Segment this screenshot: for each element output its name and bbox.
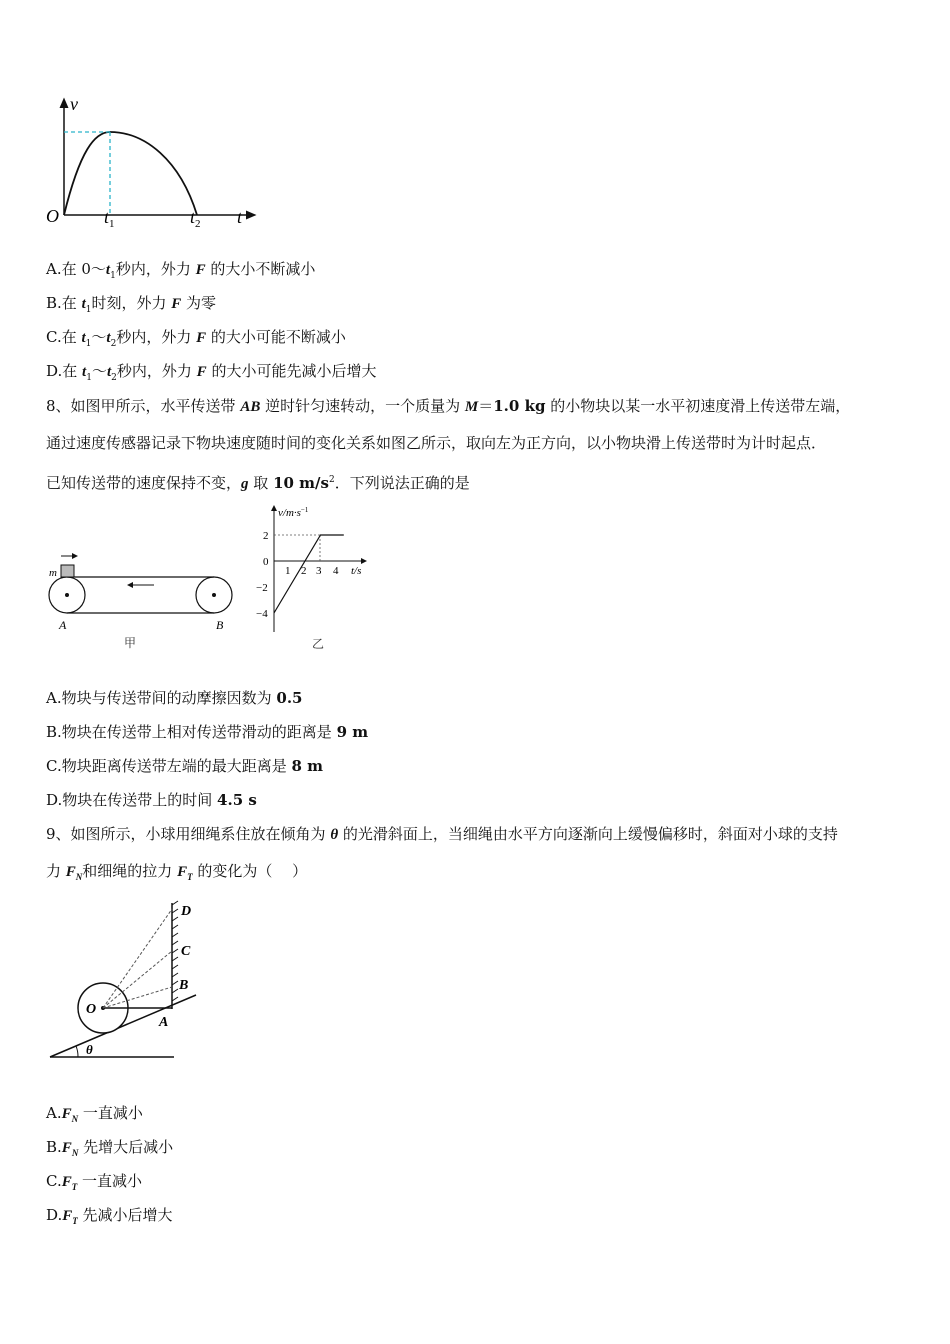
g-unit-sup: 2 xyxy=(328,475,335,485)
option-text: 的大小可能先减小后增大 xyxy=(206,362,377,380)
var-AB: AB xyxy=(240,399,261,415)
var-sub: T xyxy=(72,1216,78,1226)
caption-yi: 乙 xyxy=(312,637,325,651)
option-prefix: B. xyxy=(46,723,62,741)
q9-option-c xyxy=(46,1171,142,1197)
option-prefix: C. xyxy=(46,328,62,346)
var-t: t xyxy=(81,330,86,346)
option-prefix: A. xyxy=(46,260,62,278)
t2-label: $t_2$ xyxy=(190,207,201,230)
var-F: F xyxy=(195,262,206,278)
stem-text: 取 xyxy=(248,474,274,492)
var-sub: 1 xyxy=(85,305,92,315)
option-value: 0.5 xyxy=(276,689,303,707)
option-text: 在 xyxy=(61,294,82,312)
stem-text: 力 xyxy=(46,862,66,880)
var-F: F xyxy=(196,364,207,380)
q9-option-d xyxy=(46,1205,173,1231)
yi-xtick-4: 4 xyxy=(333,565,339,577)
option-text: 秒内，外力 xyxy=(115,260,196,278)
q7-option-c xyxy=(46,327,346,354)
q7-option-b xyxy=(46,293,216,320)
label-o: O xyxy=(86,1002,97,1017)
stem-text: 的光滑斜面上，当细绳由水平方向逐渐向上缓慢偏移时，斜面对小球的支持 xyxy=(338,825,838,843)
stem-text: 和细绳的拉力 xyxy=(82,862,178,880)
option-prefix: D. xyxy=(46,362,63,380)
yi-xtick-3: 3 xyxy=(316,565,322,577)
label-d: D xyxy=(181,904,192,919)
var-F: F xyxy=(62,1208,73,1224)
option-text: 物块与传送带间的动摩擦因数为 xyxy=(61,689,277,707)
option-text: 在 xyxy=(62,362,83,380)
q8-stem-line3 xyxy=(46,470,470,494)
yi-y-axis-label: $v/m\cdot s^{-1}$ xyxy=(278,506,309,519)
stem-text: 8、如图甲所示，水平传送带 xyxy=(46,397,241,415)
option-text: 一直减小 xyxy=(78,1104,143,1122)
q9-stem-line1 xyxy=(46,824,838,845)
option-text: 秒内，外力 xyxy=(116,328,197,346)
stem-text: 逆时针匀速转动，一个质量为 xyxy=(260,397,465,415)
var-sub: 2 xyxy=(111,373,117,383)
var-F: F xyxy=(177,864,188,880)
yi-ytick-neg2: −2 xyxy=(256,582,268,594)
yi-ytick-0: 0 xyxy=(263,556,269,568)
option-prefix: D. xyxy=(46,791,63,809)
origin-label: O xyxy=(46,206,59,226)
option-text: 为零 xyxy=(181,294,217,312)
option-prefix: C. xyxy=(46,757,62,775)
q7-option-d xyxy=(46,361,376,388)
t-axis-label: t xyxy=(237,207,243,227)
option-text: 的大小不断减小 xyxy=(205,260,316,278)
var-F: F xyxy=(61,1106,72,1122)
t1-label: $t_1$ xyxy=(104,207,115,230)
option-text: 先减小后增大 xyxy=(77,1206,173,1224)
stem-text: 已知传送带的速度保持不变， xyxy=(46,474,242,492)
option-text: 先增大后减小 xyxy=(78,1138,174,1156)
stem-text: 的小物块以某一水平初速度滑上传送带左端， xyxy=(545,397,851,415)
var-F: F xyxy=(61,1174,72,1190)
var-theta: θ xyxy=(330,827,339,843)
label-a: A xyxy=(159,1015,169,1030)
pulley-b-axle xyxy=(212,593,216,597)
stem-text: 的变化为（ ） xyxy=(192,862,308,880)
var-sub: 1 xyxy=(86,373,92,383)
vt-graph-figure xyxy=(40,90,300,230)
option-text: ～ xyxy=(91,362,107,380)
var-g: g xyxy=(241,476,249,492)
yi-x-axis-label: t/s xyxy=(351,565,362,577)
v-axis-label: v xyxy=(70,94,78,114)
label-b: B xyxy=(216,618,224,632)
var-sub: N xyxy=(75,872,83,882)
yi-xtick-1: 1 xyxy=(285,565,291,577)
block-m xyxy=(61,565,74,577)
label-a: A xyxy=(59,618,67,632)
yi-vt-chart xyxy=(250,502,370,652)
var-t: t xyxy=(106,364,112,380)
q9-stem-line2 xyxy=(46,861,307,887)
pulley-a-axle xyxy=(65,593,69,597)
option-prefix: C. xyxy=(46,1172,62,1190)
option-prefix: A. xyxy=(46,1104,62,1122)
option-text: ～ xyxy=(91,328,107,346)
q8-option-b xyxy=(46,722,368,742)
option-prefix: B. xyxy=(46,294,62,312)
option-text: 在 0～ xyxy=(61,260,106,278)
var-sub: T xyxy=(71,1182,78,1192)
var-t: t xyxy=(81,296,86,312)
var-F: F xyxy=(61,1140,72,1156)
option-text: 在 xyxy=(61,328,82,346)
var-t: t xyxy=(82,364,87,380)
velocity-curve xyxy=(64,132,197,215)
g-value: 10 m/s xyxy=(273,474,329,492)
q8-option-c xyxy=(46,756,323,776)
option-prefix: B. xyxy=(46,1138,62,1156)
stem-text: 通过速度传感器记录下物块速度随时间的变化关系如图乙所示，取向左为正方向，以小物块滑上传送带时为计时起点． xyxy=(46,434,827,452)
option-prefix: A. xyxy=(46,689,62,707)
stem-text: 9、如图所示，小球用细绳系住放在倾角为 xyxy=(46,825,331,843)
q8-stem-line2 xyxy=(46,433,826,453)
option-value: 4.5 s xyxy=(217,791,257,809)
option-text: 一直减小 xyxy=(77,1172,143,1190)
q8-option-d xyxy=(46,790,257,810)
option-text: 物块在传送带上相对传送带滑动的距离是 xyxy=(61,723,337,741)
theta-arc xyxy=(76,1046,78,1057)
q8-option-a xyxy=(46,688,303,708)
var-t: t xyxy=(106,330,111,346)
var-F: F xyxy=(65,864,76,880)
label-theta: θ xyxy=(86,1042,93,1057)
var-sub: 1 xyxy=(110,271,116,281)
var-sub: 1 xyxy=(85,339,92,349)
var-sub: 2 xyxy=(110,339,117,349)
label-c: C xyxy=(181,944,191,959)
var-sub: N xyxy=(71,1148,79,1158)
wall-hatching xyxy=(172,901,178,1001)
var-F: F xyxy=(171,296,182,312)
incline-figure xyxy=(46,895,216,1065)
q8-stem-line1 xyxy=(46,396,850,417)
stem-text: ．下列说法正确的是 xyxy=(334,474,470,492)
var-sub: N xyxy=(71,1114,79,1124)
var-sub: T xyxy=(187,872,193,882)
q9-option-a xyxy=(46,1103,143,1129)
option-value: 8 m xyxy=(291,757,324,775)
caption-jia: 甲 xyxy=(124,636,137,650)
option-text: 物块距离传送带左端的最大距离是 xyxy=(61,757,292,775)
mass-value: 1.0 kg xyxy=(493,397,546,415)
stem-text: ＝ xyxy=(478,397,494,415)
var-F: F xyxy=(196,330,207,346)
var-M: M xyxy=(464,399,479,415)
q9-option-b xyxy=(46,1137,173,1163)
yi-ytick-2: 2 xyxy=(263,530,269,542)
option-text: 物块在传送带上的时间 xyxy=(62,791,218,809)
q7-option-a xyxy=(46,259,315,286)
label-b: B xyxy=(179,978,189,993)
var-t: t xyxy=(105,262,111,278)
option-text: 秒内，外力 xyxy=(116,362,197,380)
yi-ytick-neg4: −4 xyxy=(256,608,268,620)
option-value: 9 m xyxy=(336,723,369,741)
option-prefix: D. xyxy=(46,1206,63,1224)
conveyor-figure xyxy=(44,545,244,655)
yi-xtick-2: 2 xyxy=(301,565,307,577)
option-text: 时刻，外力 xyxy=(91,294,172,312)
label-m: m xyxy=(49,567,57,579)
option-text: 的大小可能不断减小 xyxy=(206,328,346,346)
